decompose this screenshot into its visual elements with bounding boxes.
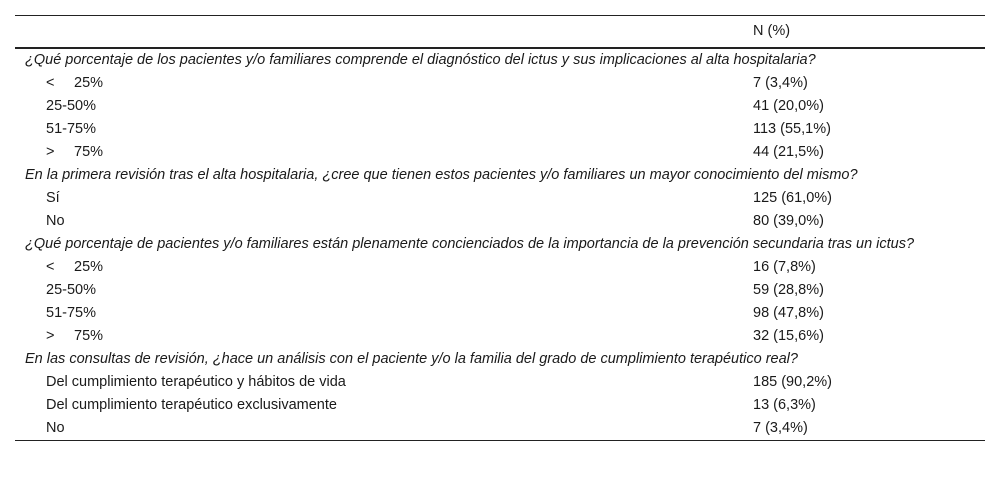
answer-row xyxy=(15,417,985,440)
answer-label xyxy=(46,279,96,302)
answer-value: 32 (15,6%) xyxy=(753,328,824,344)
answer-label xyxy=(46,72,103,95)
answer-row xyxy=(15,210,985,233)
answer-row xyxy=(15,394,985,417)
answer-row xyxy=(15,302,985,325)
answer-text: 25-50% xyxy=(46,282,96,298)
answer-label xyxy=(46,394,337,417)
question-row: En la primera revisión tras el alta hospitalaria, ¿cree que tienen estos pacientes y/o familiares un mayor conocimiento del mismo? xyxy=(25,167,858,183)
answer-value: 44 (21,5%) xyxy=(753,144,824,160)
comparison-symbol: > xyxy=(46,328,55,344)
answer-label xyxy=(46,256,103,279)
answer-text: 51-75% xyxy=(46,305,96,321)
answer-label xyxy=(46,302,96,325)
answer-row xyxy=(15,118,985,141)
question-row: ¿Qué porcentaje de pacientes y/o familiares están plenamente concienciados de la importancia de la prevención secundaria tras un ictus? xyxy=(25,236,915,252)
answer-row xyxy=(15,187,985,210)
answer-row xyxy=(15,371,985,394)
question-row: En las consultas de revisión, ¿hace un análisis con el paciente y/o la familia del grado de cumplimiento terapéutico real? xyxy=(25,351,798,367)
answer-value: 59 (28,8%) xyxy=(753,282,824,298)
question-row: ¿Qué porcentaje de los pacientes y/o familiares comprende el diagnóstico del ictus y sus implicaciones al alta hospitalaria? xyxy=(25,52,816,68)
answer-row xyxy=(15,141,985,164)
answer-value: 185 (90,2%) xyxy=(753,374,832,390)
comparison-symbol: < xyxy=(46,75,55,91)
answer-label xyxy=(46,210,65,233)
answer-text: 25-50% xyxy=(46,98,96,114)
answer-row xyxy=(15,72,985,95)
answer-value: 98 (47,8%) xyxy=(753,305,824,321)
answer-text: Sí xyxy=(46,190,60,206)
comparison-symbol: < xyxy=(46,259,55,275)
answer-row xyxy=(15,256,985,279)
answer-value: 41 (20,0%) xyxy=(753,98,824,114)
answer-text: No xyxy=(46,420,65,436)
answer-row xyxy=(15,279,985,302)
answer-label xyxy=(46,141,103,164)
survey-table xyxy=(15,15,985,441)
comparison-symbol: > xyxy=(46,144,55,160)
answer-text: No xyxy=(46,213,65,229)
answer-value: 7 (3,4%) xyxy=(753,420,808,436)
answer-row xyxy=(15,325,985,348)
answer-value: 16 (7,8%) xyxy=(753,259,816,275)
answer-label xyxy=(46,325,103,348)
answer-value: 125 (61,0%) xyxy=(753,190,832,206)
table-body xyxy=(15,49,985,440)
answer-text: 25% xyxy=(74,75,104,91)
column-header-n: N (%) xyxy=(753,23,791,39)
answer-text: Del cumplimiento terapéutico exclusivamente xyxy=(46,397,337,413)
answer-value: 80 (39,0%) xyxy=(753,213,824,229)
answer-label xyxy=(46,95,96,118)
answer-text: 25% xyxy=(74,259,104,275)
answer-row xyxy=(15,95,985,118)
answer-text: 75% xyxy=(74,144,104,160)
answer-value: 113 (55,1%) xyxy=(753,121,831,137)
answer-text: 51-75% xyxy=(46,121,96,137)
table-header-row xyxy=(15,16,985,47)
answer-label xyxy=(46,118,96,141)
answer-text: 75% xyxy=(74,328,104,344)
answer-value: 13 (6,3%) xyxy=(753,397,816,413)
answer-label xyxy=(46,371,346,394)
table-bottom-rule xyxy=(15,440,985,441)
answer-label xyxy=(46,187,60,210)
answer-value: 7 (3,4%) xyxy=(753,75,808,91)
answer-text: Del cumplimiento terapéutico y hábitos de vida xyxy=(46,374,346,390)
answer-label xyxy=(46,417,65,440)
